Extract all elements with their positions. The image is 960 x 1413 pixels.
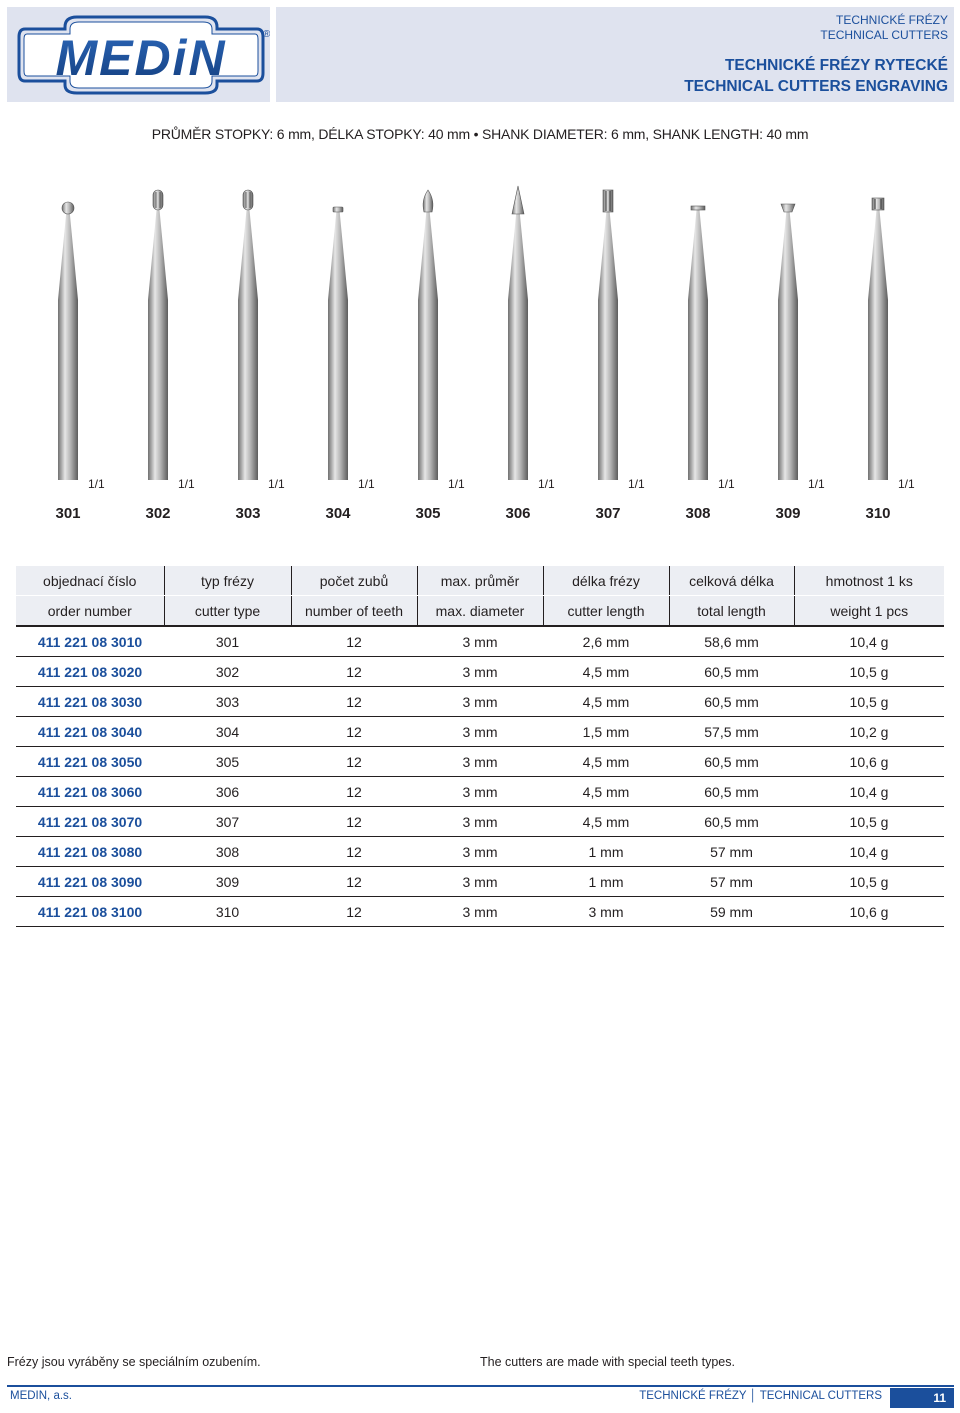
table-cell: 3 mm	[417, 626, 543, 657]
table-header-cz	[16, 566, 944, 596]
svg-text:®: ®	[263, 29, 270, 40]
table-header-en	[16, 596, 944, 627]
cutter-illustration	[318, 180, 358, 500]
order-number-cell: 411 221 08 3050	[16, 747, 164, 777]
header-small-cz: TECHNICKÉ FRÉZY	[835, 13, 948, 27]
table-cell: 4,5 mm	[543, 657, 669, 687]
table-cell: 3 mm	[417, 717, 543, 747]
note-en: The cutters are made with special teeth types.	[480, 1355, 735, 1369]
table-cell: 12	[291, 626, 417, 657]
table-cell: 305	[164, 747, 291, 777]
header-cz-cell: typ frézy	[164, 566, 291, 596]
cutter-illustration	[498, 180, 538, 500]
scale-label: 1/1	[178, 477, 195, 491]
table-row	[16, 687, 944, 717]
header-cz-cell: počet zubů	[291, 566, 417, 596]
cutter-illustration	[138, 180, 178, 500]
table-cell: 3 mm	[417, 747, 543, 777]
cutter-type-label: 302	[145, 505, 171, 522]
table-cell: 12	[291, 777, 417, 807]
table-cell: 3 mm	[417, 867, 543, 897]
scale-label: 1/1	[358, 477, 375, 491]
table-cell: 60,5 mm	[669, 747, 794, 777]
table-row	[16, 777, 944, 807]
scale-label: 1/1	[898, 477, 915, 491]
table-cell: 4,5 mm	[543, 807, 669, 837]
table-row	[16, 897, 944, 927]
cutter-illustration	[48, 180, 88, 500]
note-cz: Frézy jsou vyráběny se speciálním ozubením.	[7, 1355, 261, 1369]
order-number-cell: 411 221 08 3070	[16, 807, 164, 837]
cutter-illustration	[678, 180, 718, 500]
table-cell: 2,6 mm	[543, 626, 669, 657]
cutter-type-label: 303	[235, 505, 261, 522]
cutter-type-label: 307	[595, 505, 621, 522]
cutter-type-label: 309	[775, 505, 801, 522]
order-number-cell: 411 221 08 3010	[16, 626, 164, 657]
table-cell: 3 mm	[417, 657, 543, 687]
header-en-cell: total length	[669, 596, 794, 627]
table-cell: 57 mm	[669, 867, 794, 897]
cutter-type-label: 308	[685, 505, 711, 522]
table-cell: 10,4 g	[794, 777, 944, 807]
table-cell: 10,6 g	[794, 747, 944, 777]
cutter-illustration	[228, 180, 268, 500]
table-row	[16, 717, 944, 747]
table-cell: 3 mm	[543, 897, 669, 927]
table-cell: 57,5 mm	[669, 717, 794, 747]
table-cell: 3 mm	[417, 687, 543, 717]
scale-label: 1/1	[808, 477, 825, 491]
order-number-cell: 411 221 08 3100	[16, 897, 164, 927]
table-cell: 3 mm	[417, 897, 543, 927]
footer-rule	[7, 1385, 954, 1387]
product-table	[16, 566, 944, 927]
header-cz-cell: hmotnost 1 ks	[794, 566, 944, 596]
order-number-cell: 411 221 08 3090	[16, 867, 164, 897]
table-cell: 10,6 g	[794, 897, 944, 927]
scale-label: 1/1	[448, 477, 465, 491]
scale-label: 1/1	[88, 477, 105, 491]
table-cell: 306	[164, 777, 291, 807]
table-cell: 58,6 mm	[669, 626, 794, 657]
table-cell: 60,5 mm	[669, 777, 794, 807]
table-cell: 10,4 g	[794, 837, 944, 867]
table-cell: 10,4 g	[794, 626, 944, 657]
cutter-type-label: 306	[505, 505, 531, 522]
header-cz-cell: max. průměr	[417, 566, 543, 596]
table-cell: 12	[291, 867, 417, 897]
table-cell: 1,5 mm	[543, 717, 669, 747]
cutter-type-label: 304	[325, 505, 351, 522]
table-cell: 59 mm	[669, 897, 794, 927]
scale-label: 1/1	[268, 477, 285, 491]
cutter-illustration	[858, 180, 898, 500]
table-cell: 307	[164, 807, 291, 837]
table-cell: 57 mm	[669, 837, 794, 867]
svg-text:MEDiN: MEDiN	[55, 30, 227, 86]
scale-label: 1/1	[538, 477, 555, 491]
order-number-cell: 411 221 08 3040	[16, 717, 164, 747]
table-cell: 12	[291, 807, 417, 837]
table-cell: 308	[164, 837, 291, 867]
scale-label: 1/1	[718, 477, 735, 491]
header-en-cell: cutter length	[543, 596, 669, 627]
medin-logo-graphic	[7, 7, 270, 102]
table-cell: 10,5 g	[794, 657, 944, 687]
table-cell: 10,5 g	[794, 867, 944, 897]
header-en-cell: number of teeth	[291, 596, 417, 627]
logo	[7, 7, 270, 102]
cutter-type-label: 305	[415, 505, 441, 522]
table-row	[16, 867, 944, 897]
header-small-en: TECHNICAL CUTTERS	[820, 28, 948, 42]
table-cell: 12	[291, 897, 417, 927]
table-row	[16, 807, 944, 837]
table-cell: 4,5 mm	[543, 777, 669, 807]
table-cell: 309	[164, 867, 291, 897]
table-cell: 12	[291, 717, 417, 747]
cutter-illustration	[768, 180, 808, 500]
table-cell: 10,5 g	[794, 807, 944, 837]
footer-section: TECHNICKÉ FRÉZY │ TECHNICAL CUTTERS	[639, 1390, 882, 1402]
header-en-cell: max. diameter	[417, 596, 543, 627]
table-cell: 1 mm	[543, 867, 669, 897]
table-cell: 310	[164, 897, 291, 927]
table-row	[16, 837, 944, 867]
table-cell: 10,5 g	[794, 687, 944, 717]
cutter-type-label: 301	[55, 505, 81, 522]
table-cell: 301	[164, 626, 291, 657]
order-number-cell: 411 221 08 3030	[16, 687, 164, 717]
table-cell: 12	[291, 837, 417, 867]
cutter-gallery	[0, 180, 960, 500]
shank-spec-subtitle: PRŮMĚR STOPKY: 6 mm, DÉLKA STOPKY: 40 mm • SHANK DIAMETER: 6 mm, SHANK LENGTH: 40 mm	[151, 126, 809, 142]
table-cell: 60,5 mm	[669, 687, 794, 717]
order-number-cell: 411 221 08 3020	[16, 657, 164, 687]
cutter-type-label: 310	[865, 505, 891, 522]
order-number-cell: 411 221 08 3080	[16, 837, 164, 867]
table-cell: 304	[164, 717, 291, 747]
table-cell: 302	[164, 657, 291, 687]
table-cell: 12	[291, 657, 417, 687]
header-en-cell: order number	[16, 596, 164, 627]
page-number: 11	[890, 1388, 954, 1408]
table-cell: 12	[291, 687, 417, 717]
table-cell: 60,5 mm	[669, 807, 794, 837]
header-cz-cell: celková délka	[669, 566, 794, 596]
footer-company: MEDIN, a.s.	[10, 1390, 72, 1402]
scale-label: 1/1	[628, 477, 645, 491]
table-cell: 4,5 mm	[543, 747, 669, 777]
table-cell: 1 mm	[543, 837, 669, 867]
table-cell: 3 mm	[417, 777, 543, 807]
header-panel	[276, 7, 954, 102]
header-title-en: TECHNICAL CUTTERS ENGRAVING	[684, 78, 948, 95]
table-cell: 10,2 g	[794, 717, 944, 747]
table-row	[16, 657, 944, 687]
cutter-illustration	[588, 180, 628, 500]
table-row	[16, 626, 944, 657]
header-en-cell: cutter type	[164, 596, 291, 627]
table-cell: 3 mm	[417, 837, 543, 867]
table-cell: 3 mm	[417, 807, 543, 837]
table-cell: 4,5 mm	[543, 687, 669, 717]
table-cell: 60,5 mm	[669, 657, 794, 687]
table-cell: 303	[164, 687, 291, 717]
header-title-cz: TECHNICKÉ FRÉZY RYTECKÉ	[724, 57, 948, 74]
cutter-illustration	[408, 180, 448, 500]
table-row	[16, 747, 944, 777]
table-cell: 12	[291, 747, 417, 777]
header-cz-cell: délka frézy	[543, 566, 669, 596]
header-en-cell: weight 1 pcs	[794, 596, 944, 627]
order-number-cell: 411 221 08 3060	[16, 777, 164, 807]
header-cz-cell: objednací číslo	[16, 566, 164, 596]
